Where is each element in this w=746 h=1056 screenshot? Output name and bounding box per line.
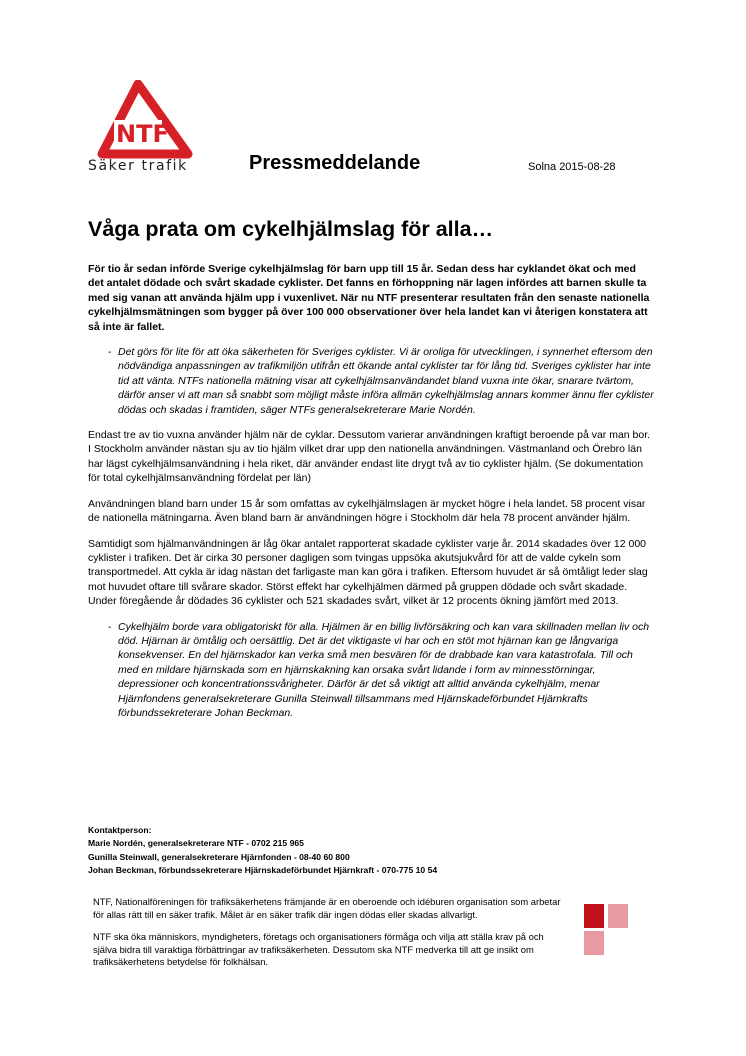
body-paragraph: Användningen bland barn under 15 år som omfattas av cykelhjälmslagen är mycket högre i hela landet. 58 procent visar de nationella mätningarna. Även bland barn är användningen högre i Stockholm där hela 78 procent använder hjälm. bbox=[88, 497, 646, 525]
quote-nordén bbox=[88, 345, 654, 417]
quote-text: Det görs för lite för att öka säkerheten för Sveriges cyklister. Vi är oroliga för utvecklingen, i synnerhet eftersom den nödvändiga anpassningen av trafikmiljön utifrån ett ökande antal cyklister tar för lång tid. Sveriges cyklister har inte tid att vänta. NTFs nationella mätning visar att cykelhjälmsanvändandet bland vuxna inte ökar, snarare tvärtom, därför anser vi att man så snabbt som möjligt måste införa allmän cykelhjälmslag annars kommer ännu fler cyklister dödas och skadas i framtiden, säger NTFs generalsekreterare Marie Nordén. bbox=[118, 346, 654, 416]
contact-heading: Kontaktperson: bbox=[88, 825, 152, 835]
document-type: Pressmeddelande bbox=[249, 152, 421, 174]
quote-hjärnfonden bbox=[88, 620, 654, 721]
logo-letters: NTF bbox=[116, 120, 169, 148]
contact-block bbox=[88, 824, 437, 878]
contact-line: Marie Nordén, generalsekreterare NTF - 0702 215 965 bbox=[88, 838, 304, 849]
brand-square-icon bbox=[608, 904, 628, 928]
logo-tagline: Säker trafik bbox=[88, 158, 188, 174]
body-paragraph: Endast tre av tio vuxna använder hjälm när de cyklar. Dessutom varierar användningen kraftigt beroende på var man bor. I Stockholm använder nästan sju av tio hjälm vilket drar upp den nationella användningen. Västmanland och Örebro län har lägst cykelhjälmsanvändning i hela riket, där använder endast lite drygt två av tio cyklister hjälm. (Se dokumentation för total cykelhjälmsanvändning fördelat per län) bbox=[88, 429, 651, 485]
quote-text: Cykelhjälm borde vara obligatoriskt för alla. Hjälmen är en billig livförsäkring och kan vara skillnaden mellan liv och död. Hjärnan är ömtålig och oersättlig. Det är det viktigaste vi har och en stöt mot hjärnan kan ge långvariga konsekvenser. En del hjärnskador kan verka små men besvären för de drabbade kan vara katastrofala. Till och med en mildare hjärnskada som en hjärnskakning kan orsaka svårt lidande i form av minnesstörningar, depressioner och koncentrationssvårigheter. Därför är det så viktigt att alltid använda cykelhjälm, menar Hjärnfondens generalsekreterare Gunilla Steinwall tillsammans med Hjärnskadeförbundet Hjärnkrafts förbundssekreterare Johan Beckman. bbox=[118, 620, 650, 719]
footer-paragraph: NTF, Nationalföreningen för trafiksäkerhetens främjande är en oberoende och idéburen organisation som arbetar för allas rätt till en säker trafik. Målet är en säker trafik där ingen dödas eller skadas allvarligt. bbox=[93, 896, 561, 920]
quote-dash: - bbox=[108, 346, 112, 359]
quote-dash: - bbox=[108, 620, 112, 633]
footer-paragraph: NTF ska öka människors, myndigheters, företags och organisationers förmåga och vilja att ställa krav på och själva bidra till varaktiga förbättringar av trafiksäkerheten. Dessutom ska NTF medverka till att ge insikt om trafiksäkerhetens betydelse för folkhälsan. bbox=[93, 931, 544, 968]
footer-about bbox=[93, 896, 563, 979]
page-title: Våga prata om cykelhjälmslag för alla… bbox=[88, 217, 494, 241]
article-body bbox=[88, 262, 654, 731]
lead-paragraph: För tio år sedan införde Sverige cykelhjälmslag för barn upp till 15 år. Sedan dess har cyklandet ökat och med det antalet dödade och svårt skadade cyklister. Det fanns en förhoppning när lagen infördes att barnen skulle ta med sig vanan att använda hjälm upp i vuxenlivet. När nu NTF presenterar resultaten från den senaste nationella cykelhjälmsmätningen som bygger på över 100 000 observationer över hela landet kan vi återigen konstatera att så inte är fallet. bbox=[88, 263, 650, 333]
brand-square-icon bbox=[584, 931, 604, 955]
contact-line: Johan Beckman, förbundssekreterare Hjärnskadeförbundet Hjärnkraft - 070-775 10 54 bbox=[88, 865, 438, 876]
release-date: Solna 2015-08-28 bbox=[528, 161, 616, 173]
contact-line: Gunilla Steinwall, generalsekreterare Hjärnfonden - 08-40 60 800 bbox=[88, 851, 350, 862]
brand-square-icon bbox=[584, 904, 604, 928]
body-paragraph: Samtidigt som hjälmanvändningen är låg ökar antalet rapporterat skadade cyklister varje år. 2014 skadades över 12 000 cyklister i trafiken. Det är cirka 30 personer dagligen som tvingas uppsöka akutsjukvård för att de valde cykeln som transportmedel. Att cykla är idag nästan det farligaste man kan göra i trafiken. Eftersom huvudet är så ömtåligt leder slag mot huvudet oftare till svårare skador. Störst effekt har cykelhjälmen därmed på gruppen dödade och svårt skadade. Under föregående år dödades 36 cyklister och 521 skadades svårt, vilket är 12 procents ökning jämfört med 2013. bbox=[88, 537, 648, 608]
